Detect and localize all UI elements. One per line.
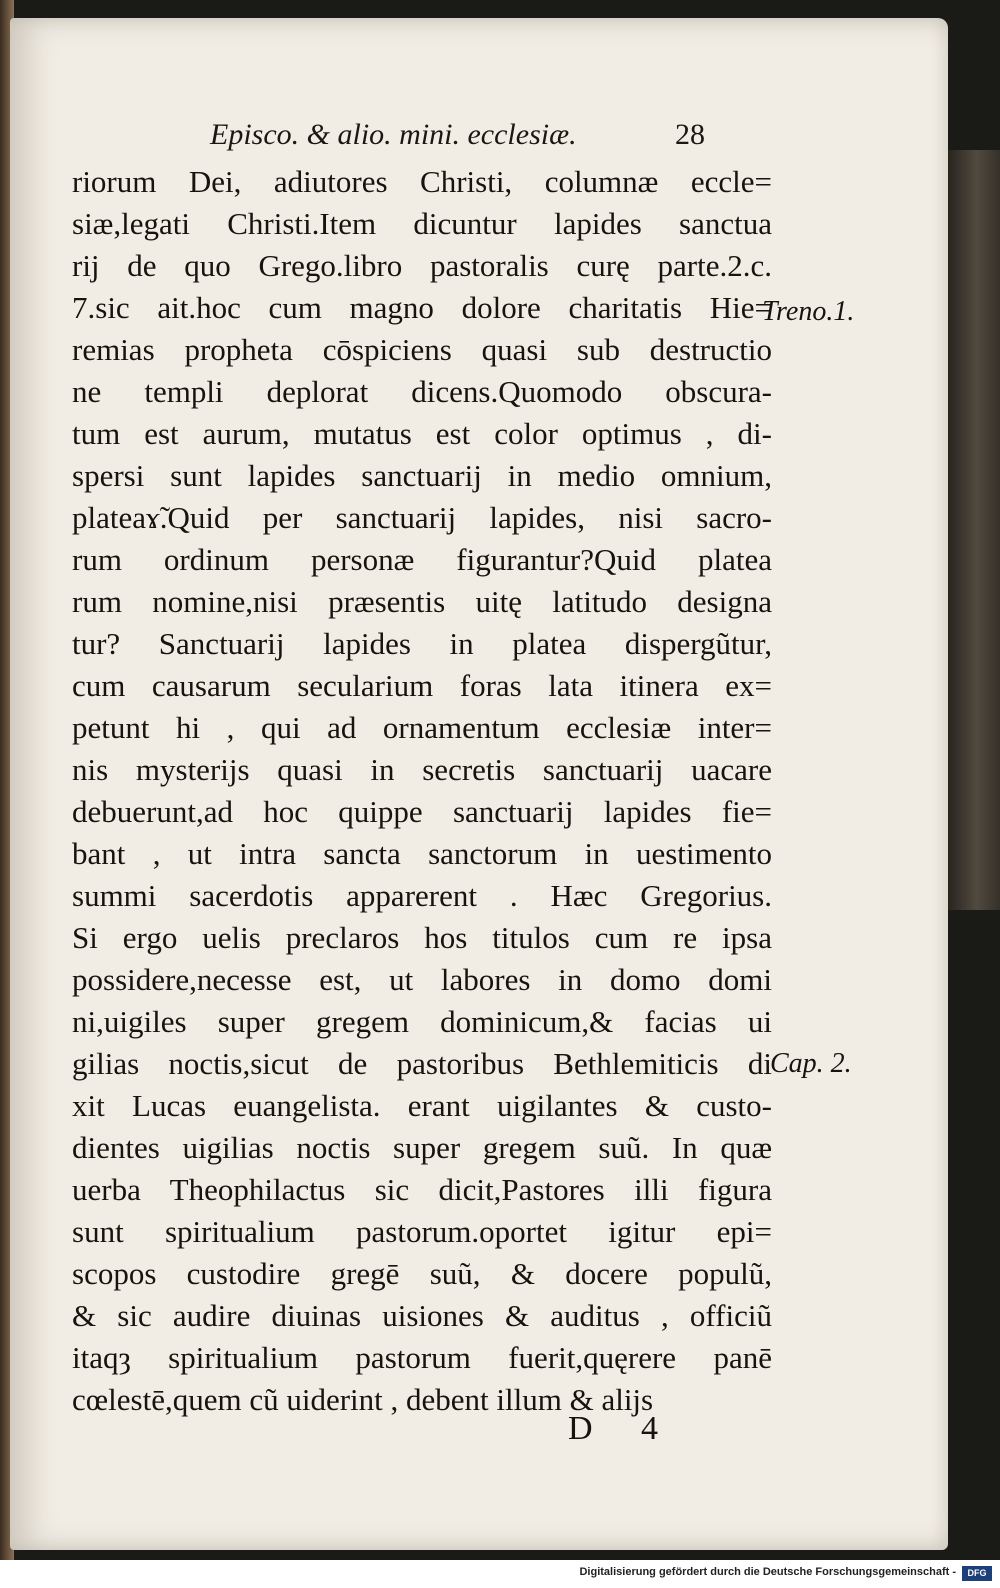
text-line: uerba Theophilactus sic dicit,Pastores illi figura — [72, 1172, 772, 1207]
text-line: remias propheta cōspiciens quasi sub destructio — [72, 332, 772, 367]
text-line: siæ,legati Christi.Item dicuntur lapides sanctua — [72, 206, 772, 241]
text-line: nis mysterijs quasi in secretis sanctuarij uacare — [72, 752, 772, 787]
text-line: petunt hi , qui ad ornamentum ecclesiæ inter= — [72, 710, 772, 745]
marginal-note-cap: Cap. 2. — [770, 1048, 852, 1079]
text-line: sunt spiritualium pastorum.oportet igitur epi= — [72, 1214, 772, 1249]
text-line: gilias noctis,sicut de pastoribus Bethlemiticis di — [72, 1046, 772, 1081]
adjacent-page-edge — [948, 150, 1000, 910]
text-line: scopos custodire gregē suũ, & docere populũ, — [72, 1256, 772, 1291]
text-line: rum nomine,nisi præsentis uitę latitudo designa — [72, 584, 772, 619]
text-line: dientes uigilias noctis super gregem suũ. In quæ — [72, 1130, 772, 1165]
text-line: possidere,necesse est, ut labores in domo domi — [72, 962, 772, 997]
marginal-note-treno: Treno.1. — [762, 296, 855, 327]
text-line: tum est aurum, mutatus est color optimus , di- — [72, 416, 772, 451]
book-page — [10, 18, 948, 1550]
folio-number: 28 — [675, 118, 705, 151]
text-line: rum ordinum personæ figurantur?Quid platea — [72, 542, 772, 577]
main-text-block — [72, 161, 772, 1421]
text-line: tur? Sanctuarij lapides in platea dispergũtur, — [72, 626, 772, 661]
text-line: rij de quo Grego.libro pastoralis curę parte.2.c. — [72, 248, 772, 283]
text-line: itaqȝ spiritualium pastorum fuerit,quęrere panē — [72, 1340, 772, 1375]
text-line: ne templi deplorat dicens.Quomodo obscura- — [72, 374, 772, 409]
text-line: 7.sic ait.hoc cum magno dolore charitatis Hie= — [72, 290, 772, 325]
text-line: cum causarum secularium foras lata itinera ex= — [72, 668, 772, 703]
signature-mark: D 4 — [568, 1410, 679, 1447]
text-line: Si ergo uelis preclaros hos titulos cum re ipsa — [72, 920, 772, 955]
text-line: bant , ut intra sancta sanctorum in uestimento — [72, 836, 772, 871]
funding-credit: Digitalisierung gefördert durch die Deutsche Forschungsgemeinschaft - — [579, 1566, 956, 1578]
running-head — [210, 118, 730, 158]
text-line: & sic audire diuinas uisiones & auditus , officiũ — [72, 1298, 772, 1333]
text-line: xit Lucas euangelista. erant uigilantes & custo- — [72, 1088, 772, 1123]
text-line: ni,uigiles super gregem dominicum,& facias ui — [72, 1004, 772, 1039]
footer-bar — [0, 1560, 1000, 1588]
text-line: cœlestē,quem cũ uiderint , debent illum & alijs — [72, 1382, 654, 1417]
text-line: debuerunt,ad hoc quippe sanctuarij lapides fie= — [72, 794, 772, 829]
running-head-title: Episco. & alio. mini. ecclesiæ. — [210, 118, 577, 151]
text-line: plateaɤ̃.Quid per sanctuarij lapides, nisi sacro- — [72, 500, 772, 535]
text-line: riorum Dei, adiutores Christi, columnæ eccle= — [72, 164, 772, 199]
dfg-logo-icon: DFG — [962, 1566, 992, 1581]
text-line: summi sacerdotis apparerent . Hæc Gregorius. — [72, 878, 772, 913]
text-line: spersi sunt lapides sanctuarij in medio omnium, — [72, 458, 772, 493]
